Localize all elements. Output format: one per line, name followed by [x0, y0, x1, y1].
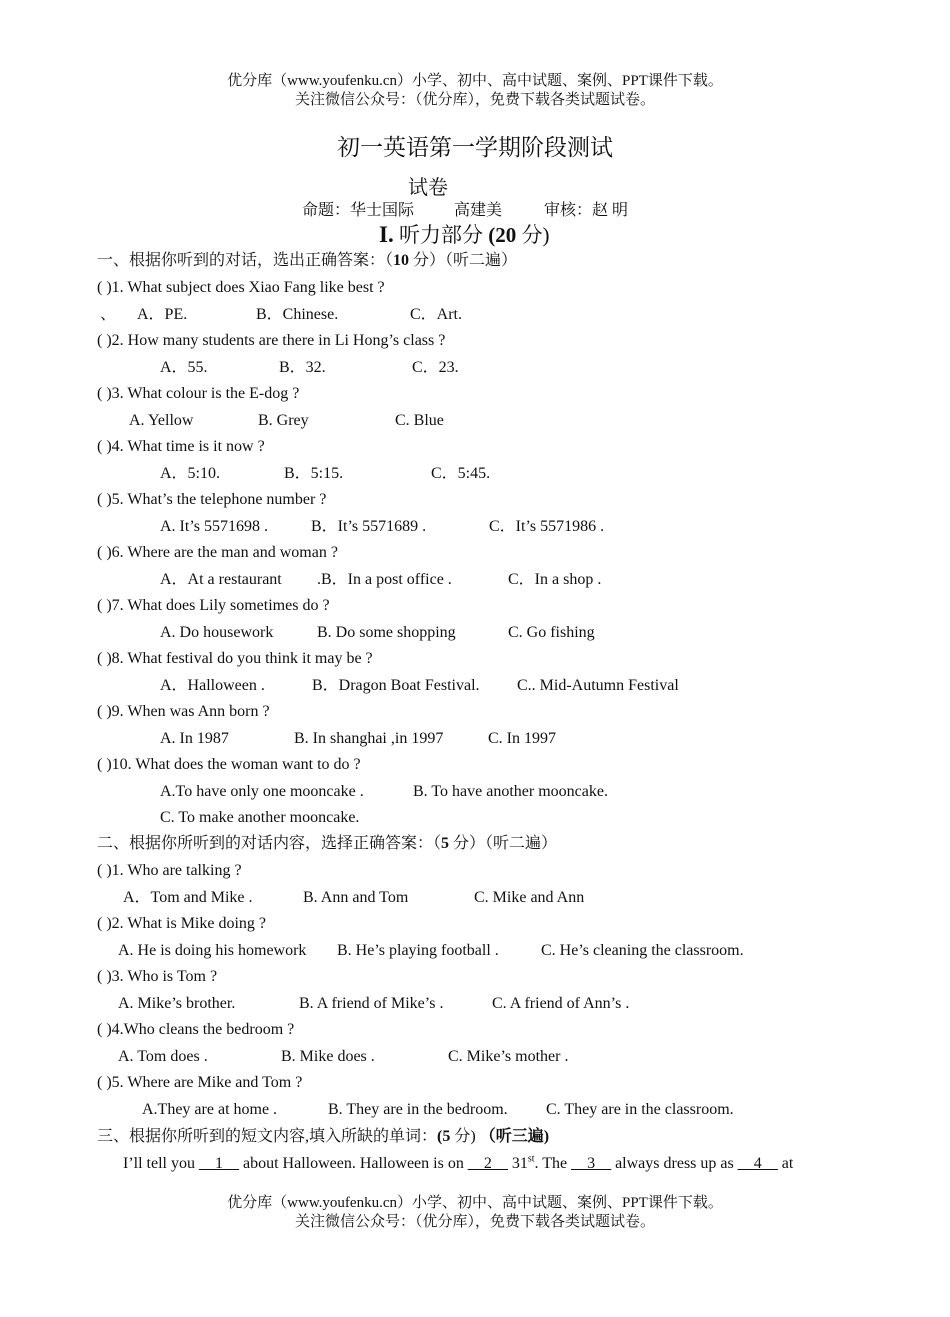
- option: A. Do housework: [160, 624, 274, 641]
- option: A. Tom does .: [118, 1048, 208, 1065]
- question: ( )4. What time is it now ?: [97, 438, 265, 455]
- option: C. A friend of Ann’s .: [492, 995, 630, 1012]
- part1-score: 10: [393, 252, 410, 269]
- option: C. Mike’s mother .: [448, 1048, 569, 1065]
- header-line-2: 关注微信公众号：（优分库），免费下载各类试题试卷。: [294, 92, 655, 108]
- option: C. Go fishing: [508, 624, 595, 641]
- option: C．It’s 5571986 .: [489, 518, 605, 535]
- option: C. They are in the classroom.: [546, 1101, 734, 1118]
- question: ( )8. What festival do you think it may be ?: [97, 650, 373, 667]
- blank-3: __3__: [571, 1155, 612, 1172]
- option: A．Tom and Mike .: [123, 889, 253, 906]
- part2-score: 5: [441, 835, 450, 852]
- option: B. They are in the bedroom.: [328, 1101, 508, 1118]
- question: ( )1. Who are talking ?: [97, 862, 242, 879]
- option: B. He’s playing football .: [337, 942, 499, 959]
- option: B. A friend of Mike’s .: [299, 995, 444, 1012]
- question: ( )4.Who cleans the bedroom ?: [97, 1021, 295, 1038]
- option: A. He is doing his homework: [118, 942, 307, 959]
- credits: [302, 201, 628, 221]
- blank-2: __2__: [467, 1155, 508, 1172]
- option: A. Mike’s brother.: [118, 995, 236, 1012]
- option: B．Dragon Boat Festival.: [312, 677, 480, 694]
- section-number: I.: [379, 222, 394, 247]
- blank-1: __1__: [198, 1155, 239, 1172]
- option: C. He’s cleaning the classroom.: [541, 942, 744, 959]
- footer-line-1: 优分库（www.youfenku.cn）小学、初中、高中试题、案例、PPT课件下载。: [227, 1195, 723, 1211]
- question: ( )9. When was Ann born ?: [97, 703, 270, 720]
- option: B. Ann and Tom: [303, 889, 409, 906]
- header-line-1: 优分库（www.youfenku.cn）小学、初中、高中试题、案例、PPT课件下载。: [227, 73, 723, 89]
- reviewer: 审核：赵 明: [544, 202, 629, 219]
- option: B．32.: [279, 359, 326, 376]
- question: ( )7. What does Lily sometimes do ?: [97, 597, 330, 614]
- part3-score: (5: [437, 1128, 451, 1145]
- option-prefix: 、: [100, 306, 117, 323]
- option: A. In 1987: [160, 730, 229, 747]
- option: C.. Mid-Autumn Festival: [517, 677, 679, 694]
- part1-heading: 一、根据你听到的对话，选出正确答案：（10 分）（听二遍）: [97, 252, 518, 269]
- passage-line: I’ll tell you __1__ about Halloween. Halloween is on __2__ 31st. The __3__ always dress up as __4__ at: [123, 1153, 794, 1172]
- question: ( )6. Where are the man and woman ?: [97, 544, 338, 561]
- author-label: 命题：华士国际: [302, 202, 415, 219]
- option: B. To have another mooncake.: [413, 783, 608, 800]
- section-title: 听力部分: [393, 223, 489, 247]
- option: C．Art.: [410, 306, 463, 323]
- option: A.They are at home .: [142, 1101, 278, 1118]
- option: B．5:15.: [284, 465, 344, 482]
- option: B．Chinese.: [256, 306, 339, 323]
- section-heading: [379, 222, 549, 248]
- option: A．Halloween .: [160, 677, 265, 694]
- option: C. To make another mooncake.: [160, 809, 360, 826]
- option: B. Mike does .: [281, 1048, 375, 1065]
- option: A. Yellow: [129, 412, 194, 429]
- option: B. Grey: [258, 412, 309, 429]
- section-score: (20: [488, 223, 517, 247]
- option: A．At a restaurant: [160, 571, 282, 588]
- question: ( )3. What colour is the E-dog ?: [97, 385, 300, 402]
- page-title: 初一英语第一学期阶段测试: [337, 135, 613, 160]
- question: ( )2. What is Mike doing ?: [97, 915, 267, 932]
- option: A.To have only one mooncake .: [160, 783, 364, 800]
- option: A. It’s 5571698 .: [160, 518, 268, 535]
- option: C. Blue: [395, 412, 444, 429]
- option: B．It’s 5571689 .: [311, 518, 427, 535]
- question: ( )2. How many students are there in Li Hong’s class ?: [97, 332, 446, 349]
- option: A．5:10.: [160, 465, 221, 482]
- option: A．55.: [160, 359, 208, 376]
- part2-heading: 二、根据你所听到的对话内容，选择正确答案：（5 分）（听二遍）: [97, 835, 558, 852]
- blank-4: __4__: [737, 1155, 778, 1172]
- option: C．23.: [412, 359, 459, 376]
- question: ( )5. Where are Mike and Tom ?: [97, 1074, 303, 1091]
- option: C．5:45.: [431, 465, 491, 482]
- footer-line-2: 关注微信公众号：（优分库），免费下载各类试题试卷。: [294, 1214, 655, 1230]
- question: ( )3. Who is Tom ?: [97, 968, 218, 985]
- question: ( )5. What’s the telephone number ?: [97, 491, 327, 508]
- author-name: 高建美: [454, 202, 503, 219]
- option: A．PE.: [137, 306, 188, 323]
- option: B. In shanghai ,in 1997: [294, 730, 444, 747]
- option: .B．In a post office .: [317, 571, 452, 588]
- option: C．In a shop .: [508, 571, 602, 588]
- part3-heading: 三、根据你所听到的短文内容,填入所缺的单词：(5 分) （听三遍): [97, 1128, 550, 1145]
- question: ( )10. What does the woman want to do ?: [97, 756, 361, 773]
- section-score-unit: 分): [516, 223, 550, 247]
- page-subtitle: 试卷: [408, 177, 448, 199]
- question: ( )1. What subject does Xiao Fang like best ?: [97, 279, 385, 296]
- option: B. Do some shopping: [317, 624, 456, 641]
- option: C. Mike and Ann: [474, 889, 585, 906]
- option: C. In 1997: [488, 730, 556, 747]
